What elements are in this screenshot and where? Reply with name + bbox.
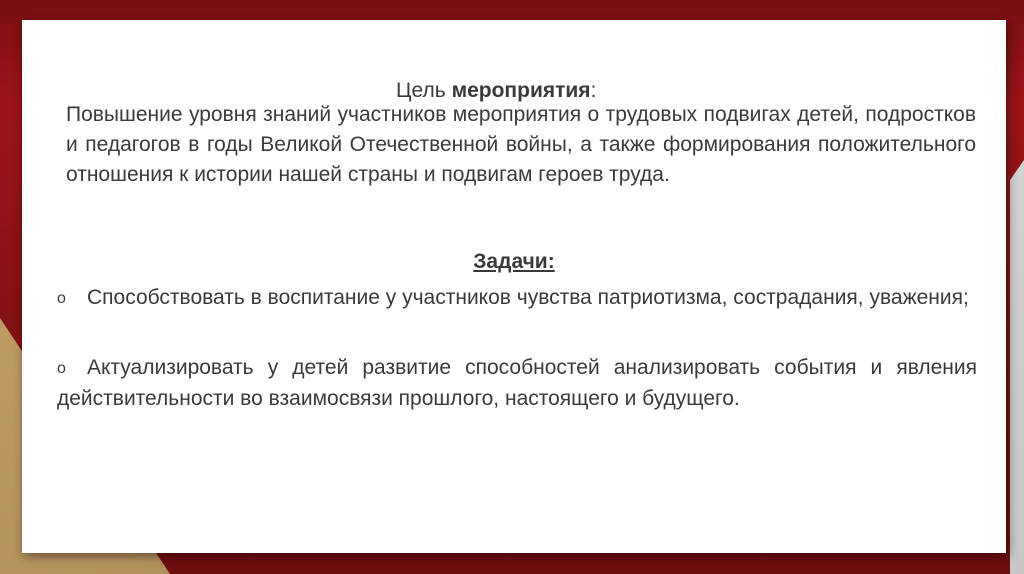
goal-colon: : — [590, 79, 597, 102]
task-item-2 — [57, 353, 977, 414]
goal-label: Цель — [396, 79, 446, 102]
bullet-icon: o — [57, 360, 66, 377]
tasks-heading: Задачи: — [473, 250, 555, 273]
task-item-1 — [57, 283, 977, 314]
slide-content-card — [22, 20, 1006, 553]
task-item-2-text: Актуализировать у детей развитие способностей анализировать события и явления действительности во взаимосвязи прошлого, настоящего и будущего. — [57, 356, 977, 410]
task-item-1-text: Способствовать в воспитание у участников чувства патриотизма, сострадания, уважения; — [87, 286, 969, 309]
bullet-icon: o — [57, 290, 66, 307]
goal-label-bold: мероприятия — [451, 79, 591, 102]
goal-text: Повышение уровня знаний участников мероприятия о трудовых подвигах детей, подростков и педагогов в годы Великой Отечественной войны, а также формирования положительного отношения к истории нашей страны и подвигам героев труда. — [66, 103, 976, 186]
